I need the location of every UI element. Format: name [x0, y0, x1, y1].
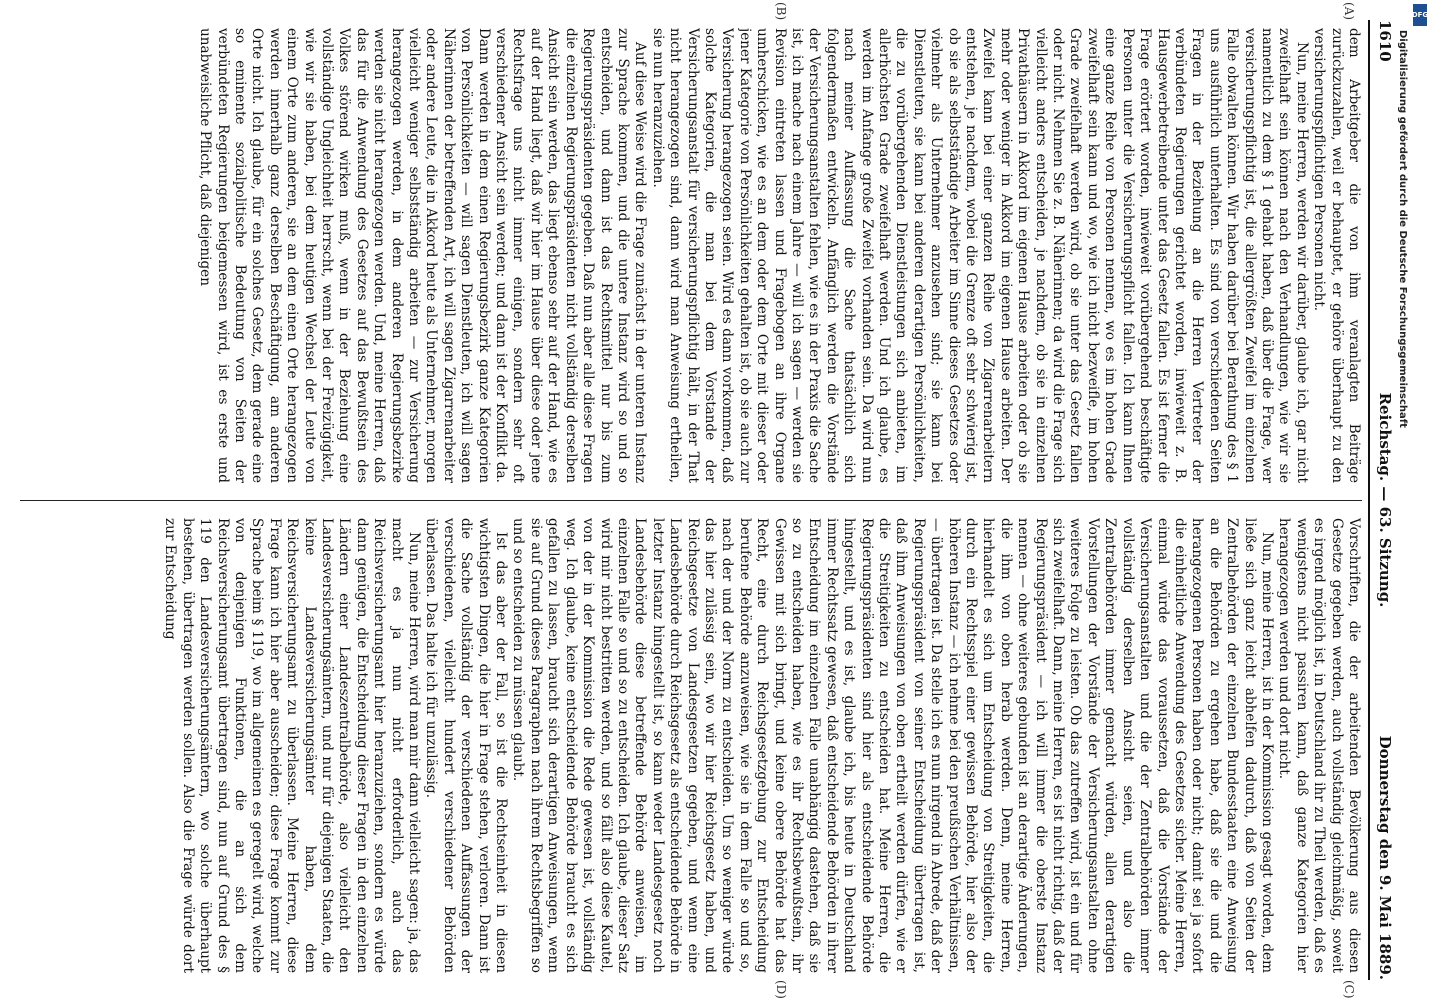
session-title: Reichstag. — 63. Sitzung. [1376, 392, 1394, 608]
margin-marker-b: (B) [774, 2, 788, 21]
session-date: Donnerstag den 9. Mai 1889. [1376, 735, 1394, 980]
column-divider [20, 500, 1362, 501]
page-number: 1610 [1376, 20, 1394, 62]
paragraph: Auf diese Weise wird die Frage zunächst in der unteren Instanz zur Sprache kommen, und die untere Instanz wird so und so entscheiden, und dann ist das Rechtsmittel nur bis zum Regierungspräsidenten gegeben. Daß nun aber alle diese Fragen die einzelnen Regierungspräsidenten nicht vollständig derselben Ansicht sein werden, das liegt ebenso sehr auf der Hand, wie es auf der Hand liegt, daß wir hier im Hause über diese oder jene Rechtsfrage uns nicht immer einigen, sondern sehr oft verschiedener Ansicht sein werden; und dann ist der Konflikt da. Dann werden in dem einen Regierungsbezirk ganze Kategorien von Persönlichkeiten — will sagen Dienstleuten, ich will sagen Näherinnen der betreffenden Art, ich will sagen Zigarrenarbeiter oder andere Leute, die in Akkord heute als Unternehmer, morgen vielleicht weniger selbstständig arbeiten — zur Versicherung herangezogen werden, in dem anderen Regierungsbezirke werden sie nicht herangezogen werden. Und, meine Herren, daß das für die Anwendung des Gesetzes auf das Bewußtsein des Volkes störend wirken muß, wenn in der Beziehung eine vollständige Ungleichheit herrscht, wenn bei der Freizügigkeit, wie wir sie haben, bei dem heutigen Wechsel der Leute von einem Orte zum anderen, sie an dem einen Orte herangezogen werden innerhalb ganz derselben Beschäftigung, am anderen Orte nicht. Ich glaube, für ein solches Gesetz, dem gerade eine so eminente sozialpolitische Bedeutung von Seiten der verbündeten Regierungen beigemessen wird, ist es erste und unabweisliche Pflicht, daß diejenigen [197, 28, 649, 483]
right-column [24, 518, 1362, 973]
paragraph: Nun, meine Herren, werden wir darüber, glaube ich, gar nicht zweifelhaft sein können nach den Verhandlungen, wie wir sie namentlich zu dem § 1 gehabt haben, daß über die Frage, wer versicherungspflichtig ist, die allergrößten Zweifel im einzelnen Falle obwalten können. Wir haben darüber bei Berathung des § 1 uns ausführlich unterhalten. Es sind von verschiedenen Seiten Fragen in der Beziehung an die Herren Vertreter der verbündeten Regierungen gerichtet worden, inwieweit z. B. Hausgewerbetreibende unter das Gesetz fallen. Es ist ferner die Frage erörtert worden, inwieweit vorübergehend beschäftigte Personen unter die Versicherungspflicht fallen. Ich kann Ihnen eine ganze Reihe von Personen nennen, wo es im hohen Grade zweifelhaft sein kann und wo, wie ich nicht bezweifle, im hohen Grade zweifelhaft werden wird, ob sie unter das Gesetz fallen oder nicht. Nehmen Sie z. B. Näherinnen; da wird die Frage sich vielleicht anders entscheiden, je nachdem, ob sie in einzelnen Privathäusern in Akkord im eigenen Hause arbeiten oder ob sie mehr oder weniger in Akkord im eigenen Hause arbeiten. Der Zweifel kann bei einer ganzen Reihe von Zigarrenarbeitern entstehen, je nachdem, wobei die Grenze oft sehr schwierig ist, ob sie als selbstständige Arbeiter im Sinne dieses Gesetzes oder vielmehr als Unternehmer anzusehen sind; sie kann bei Dienstleuten, sie kann bei anderen derartigen Persönlichkeiten, die zu vorübergehenden Dienstleistungen sich anbieten, im allerhöchsten Grade zweifelhaft werden. Und ich glaube, es werden im Anfange große Zweifel vorhanden sein. Da wird nun nach meiner Auffassung die Sache thatsächlich sich folgendermaßen entwickeln. Anfänglich werden die Vorstände der Versicherungsanstalten fehlen, wie es in der Praxis die Sache ist, ich mache nach einem Jahre — will ich sagen — werden sie Revision eintreten lassen und Fragebogen an ihre Organe umherschicken, wie es an dem oder dem Orte mit dieser oder jener Kategorie von Persönlichkeiten gehalten ist, ob sie auch zur Versicherung herangezogen seien. Wird es dann vorkommen, daß solche Kategorien, die man bei dem Vorstande der Versicherungsanstalt für versicherungspflichtig hält, in der That nicht herangezogen sind, dann wird man Anweisung ertheilen, sie nun heranzuziehen. [649, 28, 1310, 483]
margin-marker-c: (C) [1342, 980, 1356, 999]
margin-marker-d: (D) [774, 980, 788, 999]
paragraph: Nun, meine Herren, wird man mir dann vielleicht sagen: ja, das macht es ja nun nicht erforderlich, auch das Reichsversicherungsamt hier heranzuziehen, sondern es würde dann genügen, die Entscheidung dieser Fragen in den einzelnen Ländern einer Landeszentralbehörde, also vielleicht den Landesversicherungsämtern, und nur für diejenigen Staaten, die keine Landesversicherungsämter haben, dem Reichsversicherungsamt zu überlassen. Meine Herren, diese Frage kann ich hier aber ausscheiden; diese Frage kommt zur Sprache beim § 119, wo im allgemeinen es geregelt wird, welche von denjenigen Funktionen, die an sich dem Reichsversicherungsamt übertragen sind, nun auf Grund des § 119 den Landesversicherungsämtern, wo solche überhaupt bestehen, übertragen werden sollen. Also die Frage würde dort zur Entscheidung [162, 518, 423, 973]
dfg-funding-notice: Digitalisierung gefördert durch die Deutsche Forschungsgemeinschaft [1397, 30, 1408, 428]
paragraph: dem Arbeitgeber die von ihm veranlagten Beiträge zurückzuzahlen, weil er behauptet, er gehöre überhaupt zu den versicherungspflichtigen Personen nicht. [1311, 28, 1362, 483]
margin-marker-a: (A) [1342, 2, 1356, 21]
paragraph: Vorschriften, die der arbeitenden Bevölkerung aus diesen Gesetze gegeben werden, auch vollständig gleichmäßig, soweit es irgend möglich ist, in Deutschland ihr zu Theil werden, daß es wenigstens nicht passiren kann, daß ganze Kategorien hier herangezogen werden und dort nicht. [1276, 518, 1362, 973]
paragraph: Ist das aber der Fall, so ist die Rechtseinheit in diesen wichtigsten Dingen, die hier in Frage stehen, verloren. Dann ist die Sache vollständig der verschiedenen Auffassungen der verschiedenen, vielleicht hundert verschiedener Behörden überlassen. Das halte ich für unzulässig. [423, 518, 510, 973]
header-rule [1369, 20, 1371, 980]
left-column [24, 28, 1362, 483]
dfg-logo: DFG [1413, 4, 1427, 26]
paragraph: Nun, meine Herren, ist in der Kommission gesagt worden, dem ließe sich ganz leicht abhelfen dadurch, daß von Seiten der Zentralbehörden der einzelnen Bundesstaaten eine Anweisung an die Behörden zu ergehen habe, daß sie die und die herangezogenen Personen haben oder nicht; damit sei ja sofort die einheitliche Anwendung des Gesetzes sicher. Meine Herren, einmal würde das voraussetzen, daß die Vorstände der Versicherungsanstalten und die der Zentralbehörden immer vollständig derselben Ansicht seien, und also die Zentralbehörden immer gemacht würden, allen derartigen Vorstellungen der Vorstände der Versicherungsanstalten ohne weiteres Folge zu leisten. Ob das zutreffen wird, ist ein und für sich zweifelhaft. Dann, meine Herren, es ist nicht richtig, daß der Regierungspräsident — ich will immer die oberste Instanz nennen — ohne weiteres gebunden ist an derartige Änderungen, die ihm von oben herab werden. Denn, meine Herren, hierhandelt es sich um Entscheidung von Streitigkeiten, die durch ein Rechtsspiel einer gewissen Behörde, hier also der höheren Instanz — ich nehme bei den preußischen Verhältnissen, — übertragen ist. Da stelle ich es nun nirgend in Abrede, daß der Regierungspräsident von seiner Entscheidung übertragen ist, daß ihm Anweisungen von oben ertheilt werden dürfen, wie er die Streitigkeiten zu entscheiden hat. Meine Herren, die Regierungspräsidenten sind hier als entscheidende Behörde hingestellt, und es ist, glaube ich, bis heute in Deutschland immer Rechtssatz gewesen, daß entscheidende Behörden in ihrer Entscheidung im einzelnen Falle unabhängig dastehen, daß sie so zu entscheiden haben, wie es ihr Rechtsbewußtsein, ihr Gewissen mit sich bringt, und keine obere Behörde hat das Recht, eine durch Reichsgesetzgebung zur Entscheidung berufene Behörde anzuweisen, wie sie in dem Falle so und so, nach der und der Norm zu entscheiden. Um so weniger würde das hier zulässig sein, wo wir hier Reichsgesetz haben, und Reichsgesetze von Landesgesetzen gegeben, und wenn eine Landesbehörde durch Reichsgesetz als entscheidende Behörde in letzter Instanz hingestellt ist, so kann weder Landesgesetz noch Landesbehörde diese betreffende Behörde anweisen, im einzelnen Falle so und so zu entscheiden. Ich glaube, dieser Satz wird mir nicht bestritten werden, und so fällt also diese Kautel, von der in der Kommission die Rede gewesen ist, vollständig weg. Ich glaube, keine entscheidende Behörde braucht es sich gefallen zu lassen, braucht sich derartigen Anweisungen, wenn sie auf Grund dieses Paragraphen nach ihrem Rechtsbegriffen so und so entscheiden zu müssen glaubt. [510, 518, 1275, 973]
